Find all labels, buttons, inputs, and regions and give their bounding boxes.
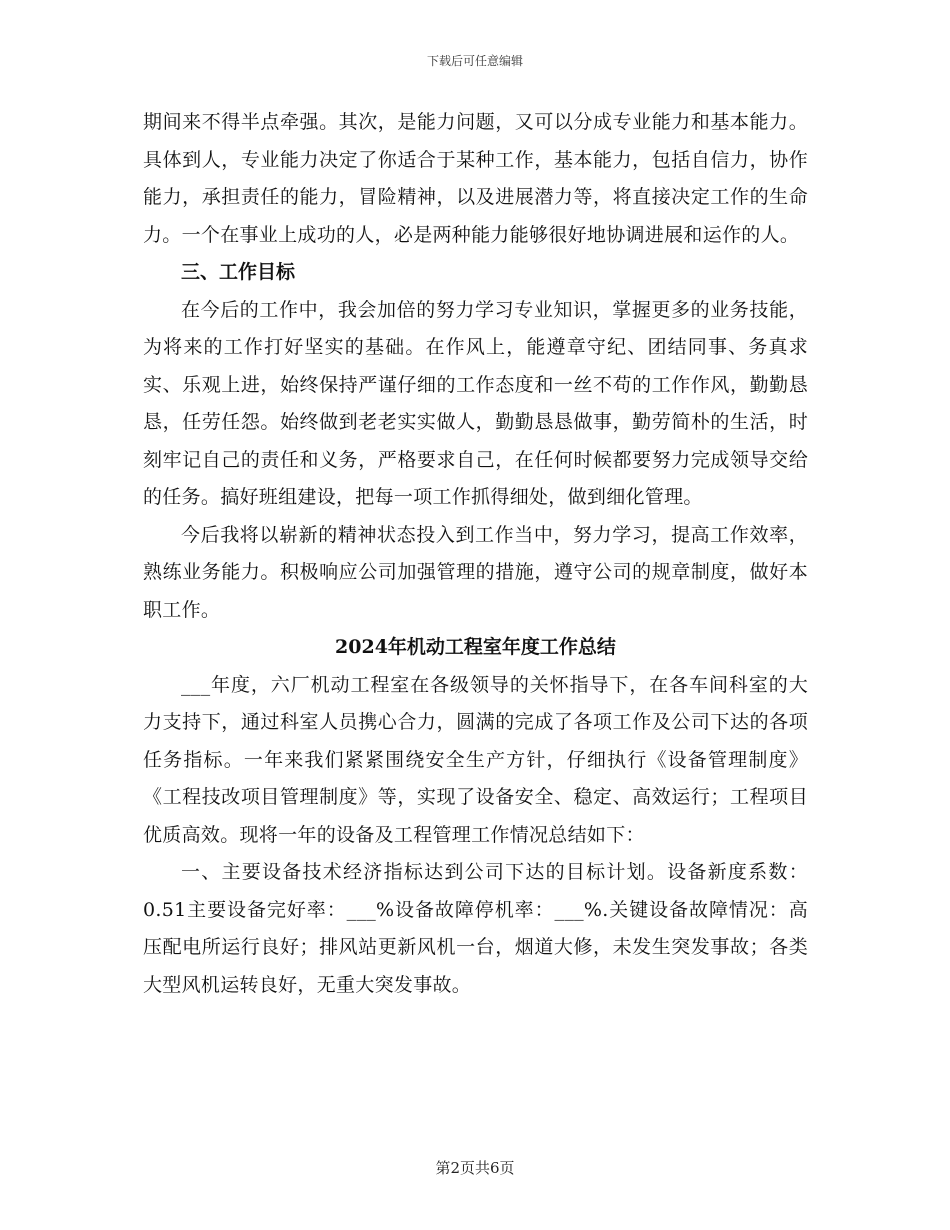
page-header: 下载后可任意编辑: [426, 54, 523, 68]
paragraph-future: 今后我将以崭新的精神状态投入到工作当中，努力学习，提高工作效率，熟练业务能力。积极响应公司加强管理的措施，遵守公司的规章制度，做好本职工作。: [143, 523, 808, 621]
paragraph-ability: 期间来不得半点牵强。其次，是能力问题，又可以分成专业能力和基本能力。具体到人，专业能力决定了你适合于某种工作，基本能力，包括自信力，协作能力，承担责任的能力，冒险精神，以及进展潜力等，将直接决定工作的生命力。一个在事业上成功的人，必是两种能力能够很好地协调进展和运作的人。: [143, 111, 808, 246]
document-body: [143, 104, 808, 1004]
paragraph-annual-overview: ___年度，六厂机动工程室在各级领导的关怀指导下，在各车间科室的大力支持下，通过科室人员携心合力，圆满的完成了各项工作及公司下达的各项任务指标。一年来我们紧紧围绕安全生产方针，仔细执行《设备管理制度》《工程技改项目管理制度》等，实现了设备安全、稳定、高效运行；工程项目优质高效。现将一年的设备及工程管理工作情况总结如下：: [143, 673, 808, 846]
section-heading-goals: 三、工作目标: [181, 261, 296, 283]
paragraph-equipment-indicators: 一、主要设备技术经济指标达到公司下达的目标计划。设备新度系数：0.51主要设备完好率：___%设备故障停机率：___%.关键设备故障情况：高压配电所运行良好；排风站更新风机一台，烟道大修，未发生突发事故；各类大型风机运转良好，无重大突发事故。: [143, 861, 808, 996]
page-number: 第2页共6页: [435, 1159, 515, 1177]
paragraph-goals: 在今后的工作中，我会加倍的努力学习专业知识，掌握更多的业务技能，为将来的工作打好坚实的基础。在作风上，能遵章守纪、团结同事、务真求实、乐观上进，始终保持严谨仔细的工作态度和一丝不苟的工作作风，勤勤恳恳，任劳任怨。始终做到老老实实做人，勤勤恳恳做事，勤劳简朴的生活，时刻牢记自己的责任和义务，严格要求自己，在任何时候都要努力完成领导交给的任务。搞好班组建设，把每一项工作抓得细处，做到细化管理。: [143, 298, 808, 508]
document-title: 2024年机动工程室年度工作总结: [335, 636, 616, 658]
